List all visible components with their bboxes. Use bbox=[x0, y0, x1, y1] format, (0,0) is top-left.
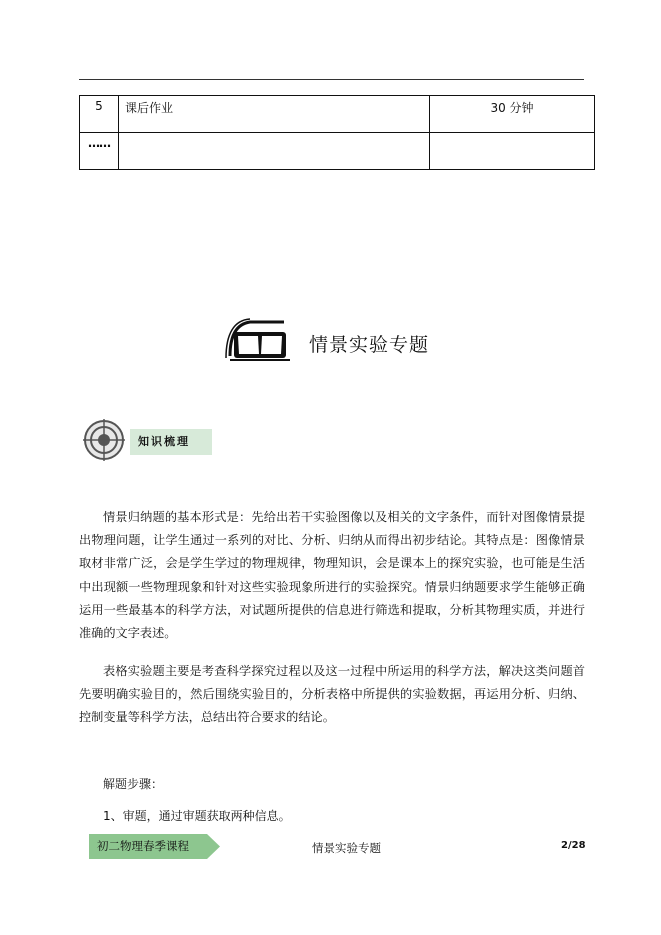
step-item: 1、审题，通过审题获取两种信息。 bbox=[103, 809, 291, 823]
row-duration: 30 分钟 bbox=[430, 96, 595, 133]
target-icon bbox=[82, 418, 130, 466]
table-row bbox=[80, 133, 595, 170]
topic-banner bbox=[222, 316, 462, 364]
paragraph-intro: 情景归纳题的基本形式是：先给出若干实验图像以及相关的文字条件，而针对图像情景提出物理问题，让学生通过一系列的对比、分析、归纳从而得出初步结论。其特点是：图像情景取材非常广泛，会是学生学过的物理规律，物理知识，会是课本上的探究实验，也可能是生活中出现额一些物理现象和针对这些实验现象所进行的实验探究。情景归纳题要求学生能够正确运用一些最基本的科学方法，对试题所提供的信息进行筛选和提取，分析其物理实质，并进行准确的文字表述。 bbox=[79, 510, 585, 641]
footer-topic: 情景实验专题 bbox=[312, 841, 381, 855]
section-heading bbox=[82, 418, 222, 466]
row-index: 5 bbox=[80, 96, 119, 133]
row-activity: 课后作业 bbox=[119, 96, 430, 133]
row-activity bbox=[119, 133, 430, 170]
schedule-table bbox=[79, 95, 595, 170]
row-index: …… bbox=[80, 133, 119, 170]
row-duration bbox=[430, 133, 595, 170]
paragraph-table-questions: 表格实验题主要是考查科学探究过程以及这一过程中所运用的科学方法，解决这类问题首先要明确实验目的，然后围绕实验目的，分析表格中所提供的实验数据，再运用分析、归纳、控制变量等科学方法，总结出符合要求的结论。 bbox=[79, 664, 585, 725]
steps-heading: 解题步骤： bbox=[103, 777, 164, 791]
page-number: 2/28 bbox=[561, 840, 586, 851]
footer-course-tag bbox=[89, 834, 221, 859]
book-icon bbox=[222, 316, 294, 364]
banner-title: 情景实验专题 bbox=[309, 334, 430, 356]
header-rule bbox=[79, 79, 584, 80]
section-label: 知识梳理 bbox=[130, 429, 212, 455]
table-row bbox=[80, 96, 595, 133]
footer-course: 初二物理春季课程 bbox=[97, 839, 189, 853]
